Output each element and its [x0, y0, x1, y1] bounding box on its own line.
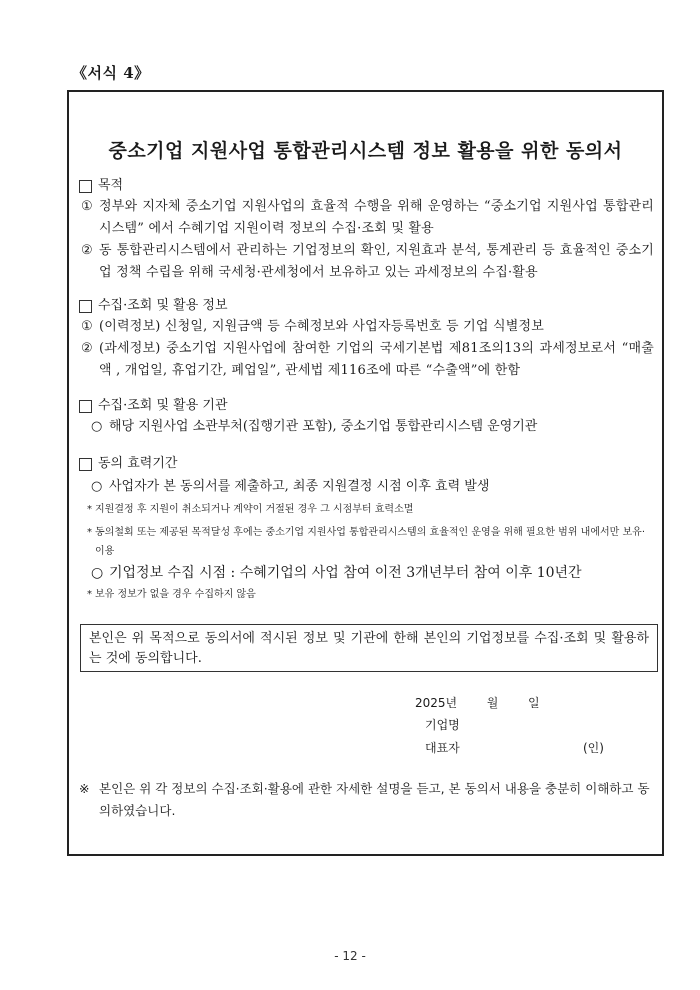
agency-item [79, 416, 654, 438]
section-heading-text: 목적 [98, 178, 124, 193]
info-item-2 [79, 338, 654, 382]
circled-number: ① [81, 199, 93, 214]
consent-form-frame [67, 90, 664, 856]
section-heading-text: 수집·조회 및 활용 정보 [98, 298, 228, 313]
square-bullet-icon [79, 458, 92, 471]
item-text: (이력정보) 신청일, 지원금액 등 수혜정보와 사업자등록번호 등 기업 식별정보 [99, 319, 545, 334]
square-bullet-icon [79, 300, 92, 313]
item-text: 정부와 지자체 중소기업 지원사업의 효율적 수행을 위해 운영하는 “중소기업 지원사업 통합관리시스템” 에서 수혜기업 지원이력 정보의 수집·조회 및 활용 [99, 199, 654, 236]
square-bullet-icon [79, 180, 92, 193]
reference-mark-icon: ※ [79, 781, 90, 796]
item-text: 기업정보 수집 시점 : 수혜기업의 사업 참여 이전 3개년부터 참여 이후 10년간 [109, 565, 582, 581]
month-label: 월 [486, 696, 499, 710]
circle-bullet-icon: ○ [91, 419, 103, 434]
seal-label: (인) [583, 741, 604, 755]
final-note-text: 본인은 위 각 정보의 수집·조회·활용에 관한 자세한 설명을 듣고, 본 동의서 내용을 충분히 이해하고 동의하였습니다. [99, 781, 650, 818]
section-heading-text: 수집·조회 및 활용 기관 [98, 398, 228, 413]
year-label: 2025년 [415, 696, 458, 710]
period-note-1 [79, 500, 654, 519]
item-text: 동 통합관리시스템에서 관리하는 기업정보의 확인, 지원효과 분석, 통계관리 등 효율적인 중소기업 정책 수립을 위해 국세청·관세청에서 보유하고 있는 과세정보의 수집·활용 [99, 243, 654, 280]
asterisk-icon: * [87, 504, 92, 515]
representative-label: 대표자 [425, 741, 460, 755]
info-item-1 [79, 316, 654, 338]
item-text: 해당 지원사업 소관부처(집행기관 포함), 중소기업 통합관리시스템 운영기관 [109, 419, 538, 434]
section-agency [79, 396, 654, 438]
circle-bullet-icon: ○ [91, 565, 104, 581]
section-heading [79, 396, 654, 416]
circle-bullet-icon: ○ [91, 479, 103, 494]
section-period [79, 454, 654, 604]
company-name-label: 기업명 [425, 718, 460, 732]
section-info [79, 296, 654, 382]
period-item [79, 476, 654, 498]
item-text: 사업자가 본 동의서를 제출하고, 최종 지원결정 시점 이후 효력 발생 [109, 479, 490, 494]
note-text: 보유 정보가 없을 경우 수집하지 않음 [95, 589, 256, 600]
square-bullet-icon [79, 400, 92, 413]
note-text: 지원결정 후 지원이 취소되거나 계약이 거절된 경우 그 시점부터 효력소멸 [95, 504, 414, 515]
form-label: 《서식 4》 [72, 64, 150, 82]
circled-number: ② [81, 341, 93, 356]
document-title: 중소기업 지원사업 통합관리시스템 정보 활용을 위한 동의서 [108, 140, 623, 162]
item-text: (과세정보) 중소기업 지원사업에 참여한 기업의 국세기본법 제81조의13의 과세정보로서 “매출액 , 개업일, 휴업기간, 폐업일”, 관세법 제116조에 따른 “수출액”에 한함 [99, 341, 654, 378]
period-note-2 [79, 523, 654, 561]
asterisk-icon: * [87, 527, 92, 538]
section-heading [79, 176, 654, 196]
section-heading-text: 동의 효력기간 [98, 456, 178, 471]
note-text: 동의철회 또는 제공된 목적달성 후에는 중소기업 지원사업 통합관리시스템의 효율적인 운영을 위해 필요한 범위 내에서만 보유·이용 [95, 527, 645, 557]
date-line [415, 694, 540, 711]
page-number: - 12 - [334, 949, 366, 963]
purpose-item-1 [79, 196, 654, 240]
consent-statement-box: 본인은 위 목적으로 동의서에 적시된 정보 및 기관에 한해 본인의 기업정보를 수집·조회 및 활용하는 것에 동의합니다. [80, 624, 658, 672]
circled-number: ② [81, 243, 93, 258]
purpose-item-2 [79, 240, 654, 284]
section-heading [79, 296, 654, 316]
section-purpose [79, 176, 654, 284]
collection-period [79, 561, 654, 585]
day-label: 일 [528, 696, 540, 710]
circled-number: ① [81, 319, 93, 334]
asterisk-icon: * [87, 589, 92, 600]
collection-note [79, 585, 654, 604]
final-acknowledgement [79, 778, 650, 822]
section-heading [79, 454, 654, 474]
